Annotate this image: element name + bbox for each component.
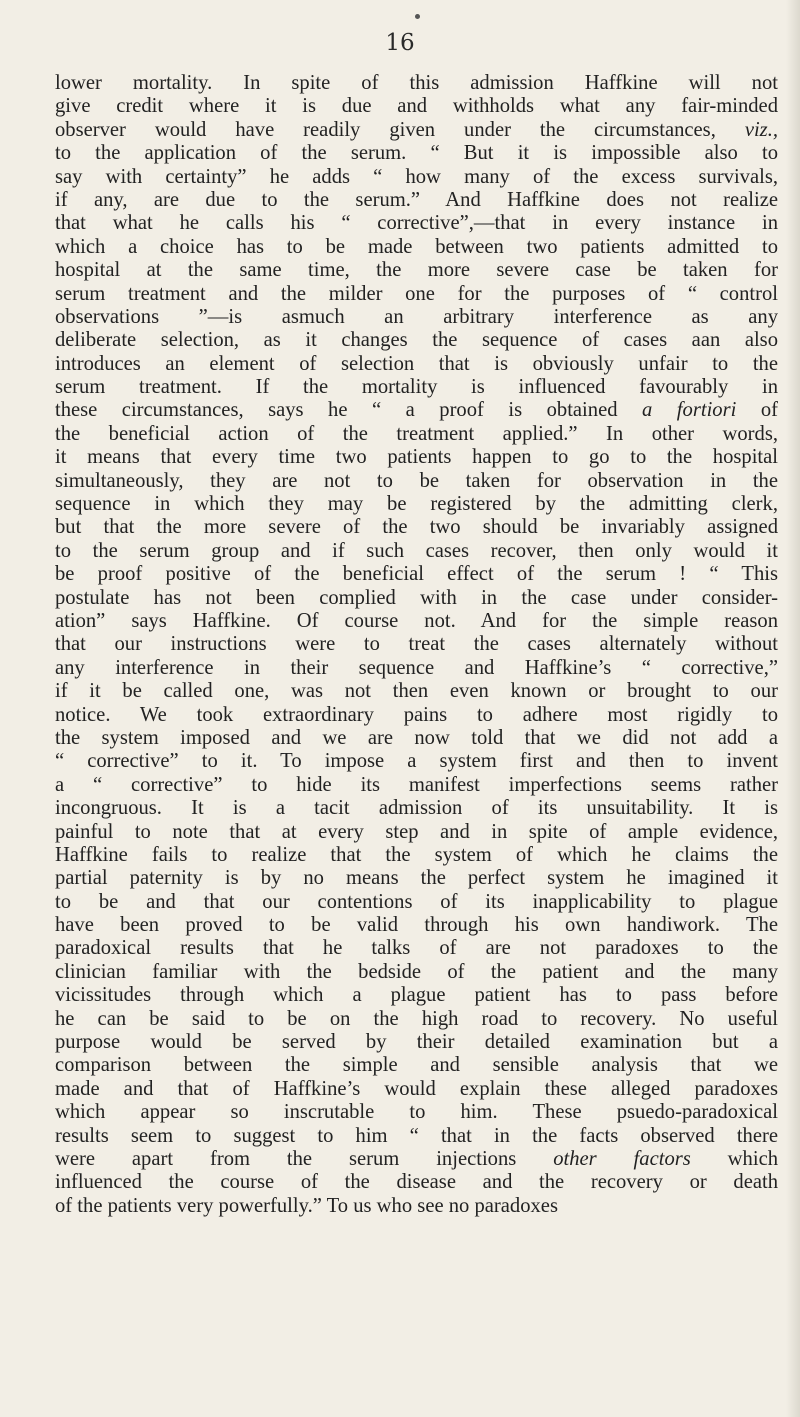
text-line: if any, are due to the serum.” And Haffkine does not realize <box>55 188 778 211</box>
text-line: lower mortality. In spite of this admission Haffkine will not <box>55 72 778 94</box>
text-line: that our instructions were to treat the cases alternately without <box>55 633 778 656</box>
text-line: painful to note that at every step and in spite of ample evidence, <box>55 820 778 843</box>
text-line: were apart from the serum injections other factors which <box>55 1147 779 1170</box>
text-line: paradoxical results that he talks of are not paradoxes to the <box>55 937 778 960</box>
text-line: be proof positive of the beneficial effect of the serum ! “ This <box>55 563 778 586</box>
text-line: influenced the course of the disease and the recovery or death <box>55 1171 778 1194</box>
page-number: 16 <box>385 30 415 56</box>
text-line: Haffkine fails to realize that the system of which he claims the <box>55 843 778 866</box>
text-line: have been proved to be valid through his own handiwork. The <box>55 914 778 937</box>
text-line: vicissitudes through which a plague patient has to pass before <box>55 984 778 1007</box>
text-line: he can be said to be on the high road to recovery. No useful <box>55 1007 778 1030</box>
text-line: notice. We took extraordinary pains to adhere most rigidly to <box>55 703 778 726</box>
text-line: which appear so inscrutable to him. These psuedo-paradoxical <box>55 1101 778 1124</box>
text-line: if it be called one, was not then even known or brought to our <box>55 680 778 703</box>
text-line: but that the more severe of the two should be invariably assigned <box>55 516 778 539</box>
emphasis: a fortiori <box>642 399 737 422</box>
text-line: to the application of the serum. “ But it is impossible also to <box>55 142 778 165</box>
text-line: the system imposed and we are now told that we did not add a <box>55 726 778 749</box>
text-line: partial paternity is by no means the perfect system he imagined it <box>55 867 778 890</box>
text-line: a “ corrective” to hide its manifest imperfections seems rather <box>55 773 778 796</box>
text-line: to be and that our contentions of its inapplicability to plague <box>55 890 778 913</box>
text-line: serum treatment. If the mortality is influenced favourably in <box>55 376 778 399</box>
text-line: deliberate selection, as it changes the sequence of cases aan also <box>55 329 778 352</box>
text-line: sequence in which they may be registered by the admitting clerk, <box>55 493 778 516</box>
text-line: purpose would be served by their detailed examination but a <box>55 1031 778 1054</box>
text-line: “ corrective” to it. To impose a system first and then to invent <box>55 750 778 773</box>
text-line: made and that of Haffkine’s would explain these alleged paradoxes <box>55 1077 778 1100</box>
text-line: it means that every time two patients happen to go to the hospital <box>55 446 778 469</box>
text-line: results seem to suggest to him “ that in the facts observed there <box>55 1124 778 1147</box>
page-edge-shadow <box>786 0 800 1417</box>
text-line: hospital at the same time, the more severe case be taken for <box>55 259 778 282</box>
text-line: of the patients very powerfully.” To us who see no paradoxes <box>55 1194 558 1217</box>
emphasis: other factors <box>553 1147 691 1170</box>
text-line: any interference in their sequence and Haffkine’s “ corrective,” <box>55 656 778 679</box>
text-line: which a choice has to be made between two patients admitted to <box>55 235 778 258</box>
emphasis: viz., <box>744 118 778 141</box>
body-text <box>55 72 778 1218</box>
text-line: say with certainty” he adds “ how many of the excess survivals, <box>55 165 778 188</box>
text-line: clinician familiar with the bedside of the patient and the many <box>55 960 778 983</box>
text-line: postulate has not been complied with in the case under consider- <box>55 586 778 609</box>
text-line: these circumstances, says he “ a proof is obtained a fortiori of <box>55 399 778 422</box>
text-line: observer would have readily given under the circumstances, viz., <box>55 118 778 141</box>
text-line: to the serum group and if such cases recover, then only would it <box>55 539 778 562</box>
text-line: incongruous. It is a tacit admission of its unsuitability. It is <box>55 797 778 820</box>
text-line: simultaneously, they are not to be taken for observation in the <box>55 469 778 492</box>
text-line: introduces an element of selection that is obviously unfair to the <box>55 352 778 375</box>
text-line: the beneficial action of the treatment applied.” In other words, <box>55 422 778 445</box>
text-line: comparison between the simple and sensible analysis that we <box>55 1054 778 1077</box>
text-line: observations ”—is asmuch an arbitrary interference as any <box>55 305 778 328</box>
text-line: serum treatment and the milder one for the purposes of “ control <box>55 282 778 305</box>
text-line: give credit where it is due and withholds what any fair-minded <box>55 95 778 118</box>
text-line: that what he calls his “ corrective”,—that in every instance in <box>55 212 778 235</box>
ink-speck <box>415 14 420 19</box>
text-line: ation” says Haffkine. Of course not. And for the simple reason <box>55 609 778 632</box>
